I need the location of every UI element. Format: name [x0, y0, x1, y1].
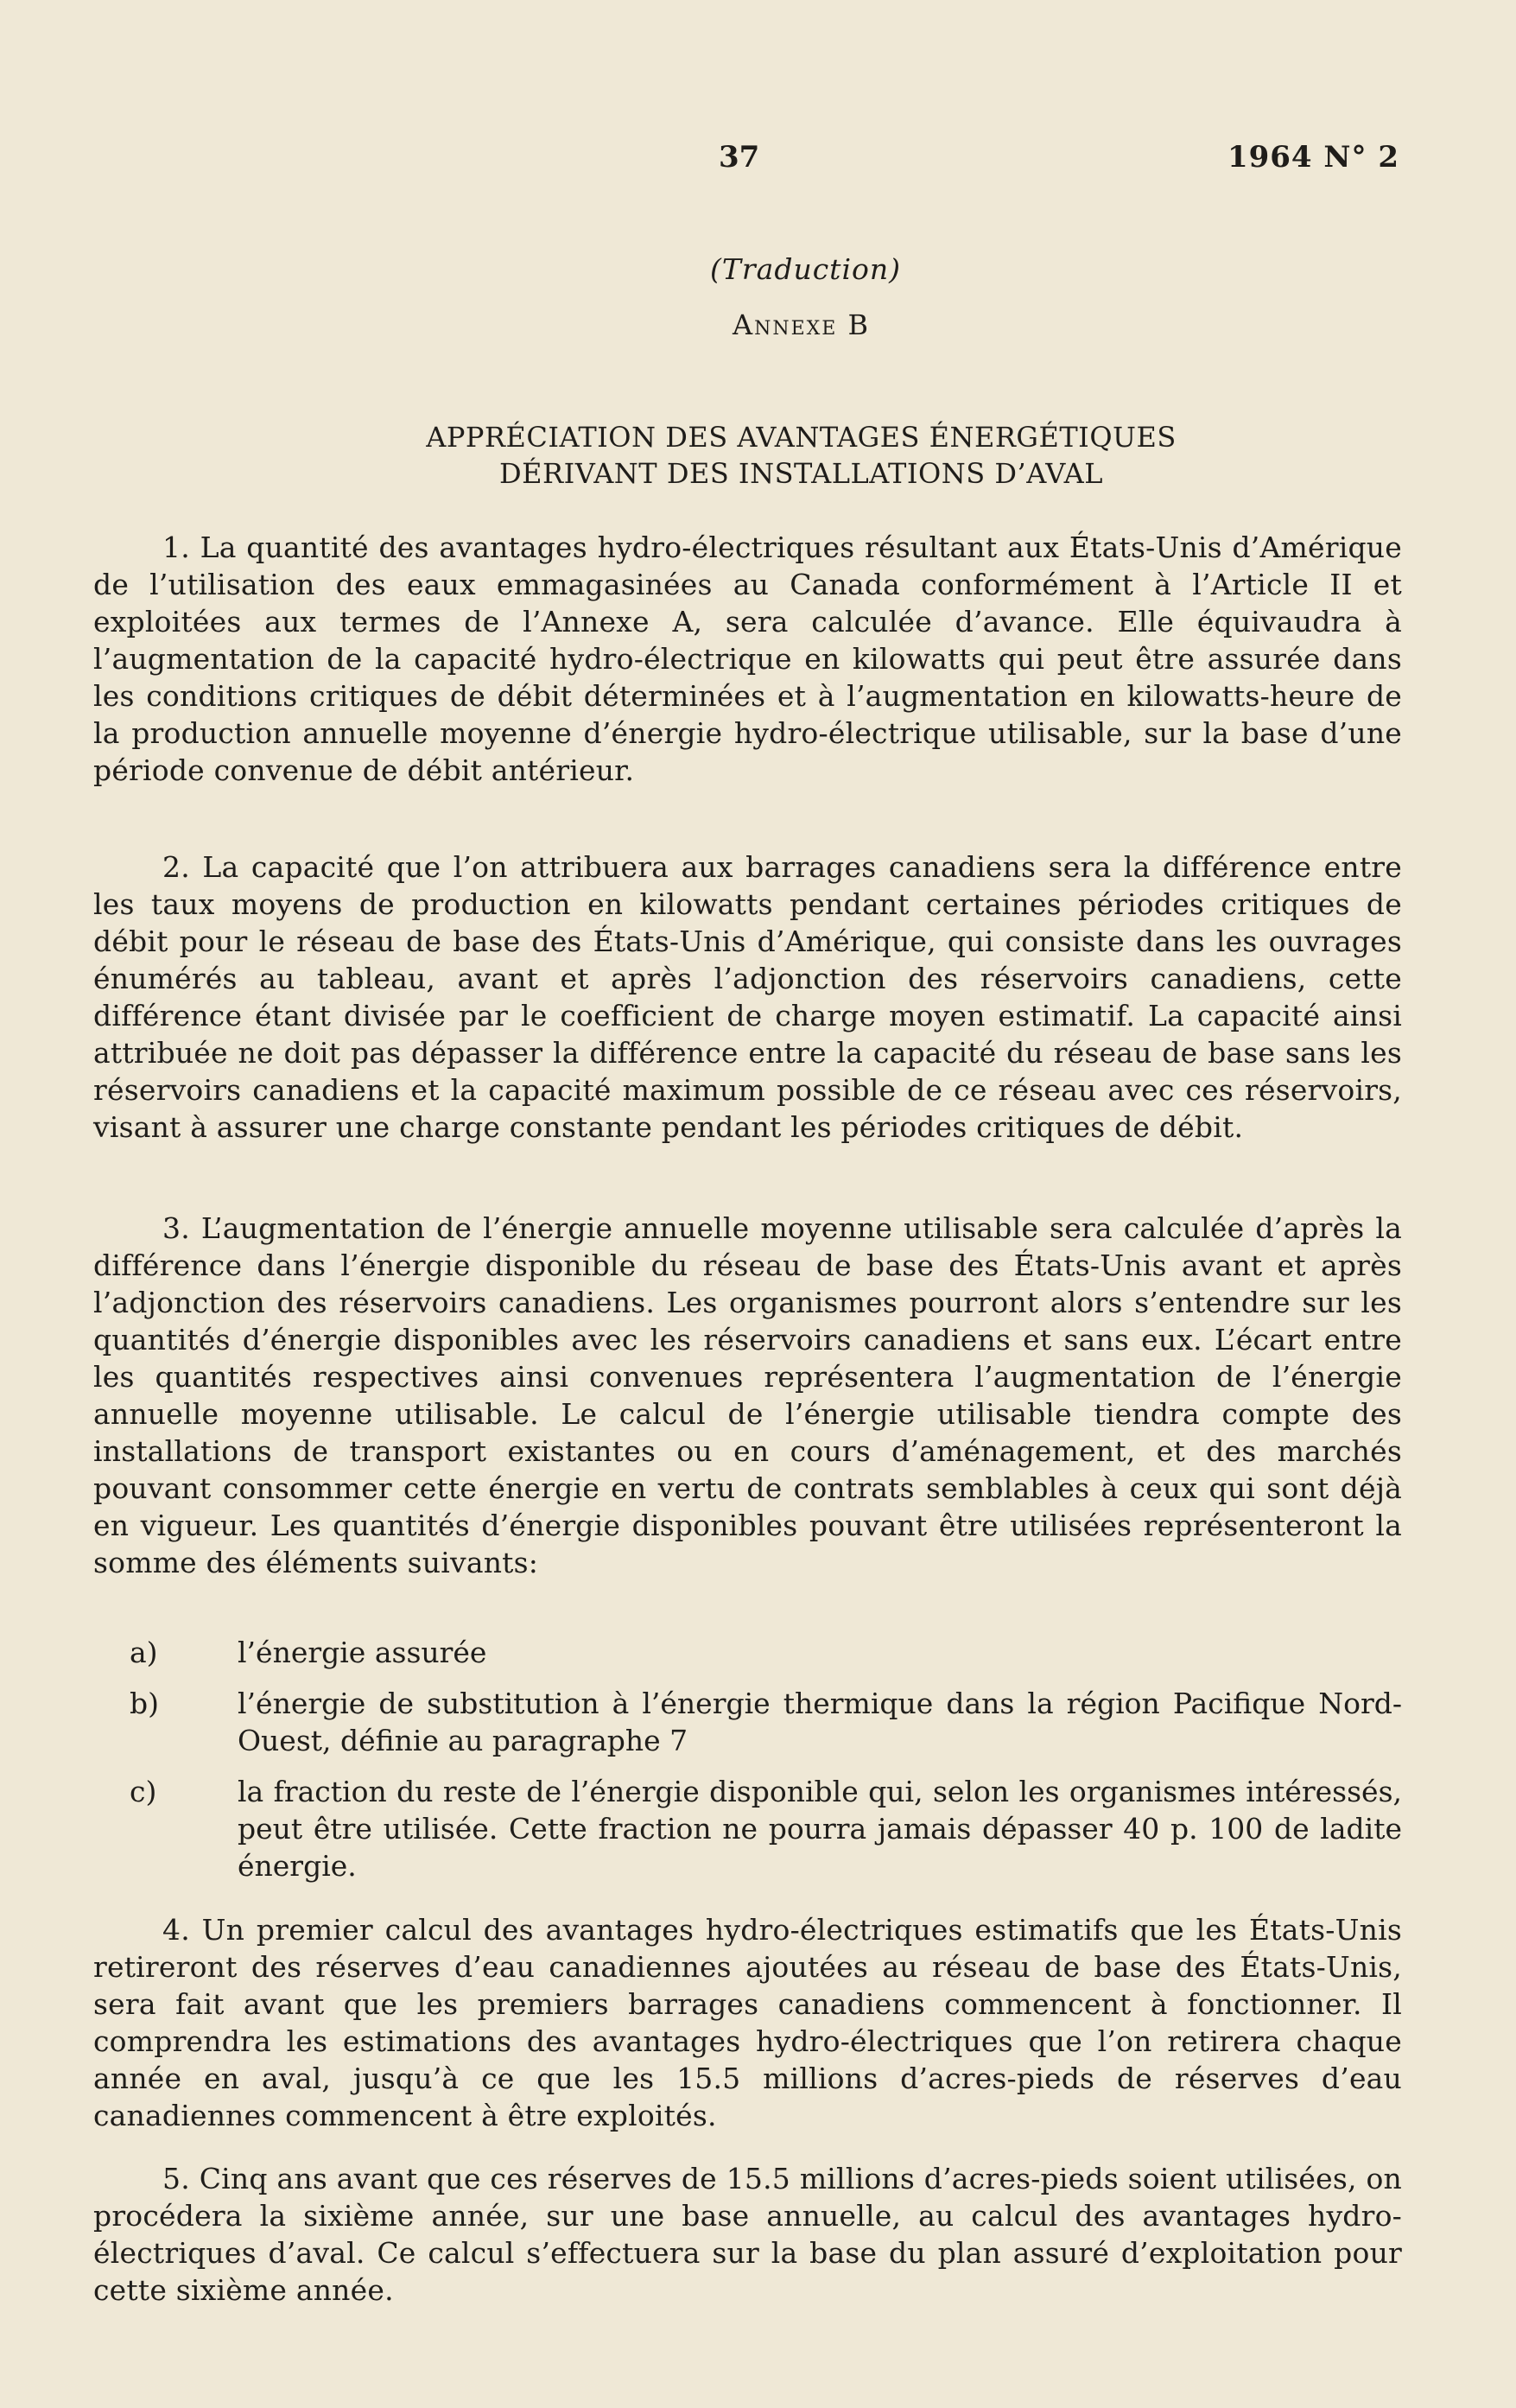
- paragraph-4-block: [93, 1911, 1402, 2134]
- page-number: 37: [719, 140, 760, 175]
- title-line-1: APPRÉCIATION DES AVANTAGES ÉNERGÉTIQUES: [426, 421, 1177, 454]
- annex-heading: Annexe B: [732, 308, 871, 341]
- paragraph-2-block: [93, 848, 1402, 1146]
- paragraph-1-block: [93, 529, 1402, 789]
- list-item-b-text: l’énergie de substitution à l’énergie thermique dans la région Pacifique Nord-Ouest, définie au paragraphe 7: [238, 1687, 1402, 1757]
- list-item-b-label: b): [130, 1687, 159, 1720]
- list-item-b: [130, 1685, 1402, 1759]
- list-item-c-label: c): [130, 1775, 157, 1808]
- paragraph-1: 1. La quantité des avantages hydro-électriques résultant aux États-Unis d’Amérique de l’utilisation des eaux emmagasinées au Canada conformément à l’Article II et exploitées aux termes de l’Annexe A, sera calculée d’avance. Elle équivaudra à l’augmentation de la capacité hydro-électrique en kilowatts qui peut être assurée dans les conditions critiques de débit déterminées et à l’augmentation en kilowatts-heure de la production annuelle moyenne d’énergie hydro-électrique utilisable, sur la base d’une période convenue de débit antérieur.: [93, 531, 1402, 787]
- list-item-a: [130, 1634, 1402, 1671]
- paragraph-3: 3. L’augmentation de l’énergie annuelle moyenne utilisable sera calculée d’après la différence dans l’énergie disponible du réseau de base des États-Unis avant et après l’adjonction des réservoirs canadiens. Les organismes pourront alors s’entendre sur les quantités d’énergie disponibles avec les réservoirs canadiens et sans eux. L’écart entre les quantités respectives ainsi convenues représentera l’augmentation de l’énergie annuelle moyenne utilisable. Le calcul de l’énergie utilisable tiendra compte des installations de transport existantes ou en cours d’aménagement, et des marchés pouvant consommer cette énergie en vertu de contrats semblables à ceux qui sont déjà en vigueur. Les quantités d’énergie disponibles pouvant être utilisées représenteront la somme des éléments suivants:: [93, 1211, 1402, 1579]
- issue-label: 1964 N° 2: [1227, 140, 1399, 175]
- paragraph-2: 2. La capacité que l’on attribuera aux barrages canadiens sera la différence entre les taux moyens de production en kilowatts pendant certaines périodes critiques de débit pour le réseau de base des États-Unis d’Amérique, qui consiste dans les ouvrages énumérés au tableau, avant et après l’adjonction des réservoirs canadiens, cette différence étant divisée par le coefficient de charge moyen estimatif. La capacité ainsi attribuée ne doit pas dépasser la différence entre la capacité du réseau de base sans les réservoirs canadiens et la capacité maximum possible de ce réseau avec ces réservoirs, visant à assurer une charge constante pendant les périodes critiques de débit.: [93, 850, 1402, 1144]
- list-item-c: [130, 1773, 1402, 1884]
- title-line-2: DÉRIVANT DES INSTALLATIONS D’AVAL: [499, 457, 1103, 490]
- paragraph-5-block: [93, 2160, 1402, 2309]
- list-item-a-text: l’énergie assurée: [238, 1636, 487, 1669]
- paragraph-4: 4. Un premier calcul des avantages hydro-électriques estimatifs que les États-Unis retireront des réserves d’eau canadiennes ajoutées au réseau de base des États-Unis, sera fait avant que les premiers barrages canadiens commencent à fonctionner. Il comprendra les estimations des avantages hydro-électriques que l’on retirera chaque année en aval, jusqu’à ce que les 15.5 millions d’acres-pieds de réserves d’eau canadiennes commencent à être exploités.: [93, 1913, 1402, 2132]
- paragraph-3-block: [93, 1210, 1402, 1581]
- paragraph-5: 5. Cinq ans avant que ces réserves de 15.5 millions d’acres-pieds soient utilisées, on procédera la sixième année, sur une base annuelle, au calcul des avantages hydro-électriques d’aval. Ce calcul s’effectuera sur la base du plan assuré d’exploitation pour cette sixième année.: [93, 2162, 1402, 2307]
- list-item-c-text: la fraction du reste de l’énergie disponible qui, selon les organismes intéressés, peut être utilisée. Cette fraction ne pourra jamais dépasser 40 p. 100 de ladite énergie.: [238, 1775, 1402, 1883]
- translation-note: (Traduction): [709, 252, 901, 286]
- document-title: [0, 419, 1516, 492]
- list-item-a-label: a): [130, 1636, 158, 1669]
